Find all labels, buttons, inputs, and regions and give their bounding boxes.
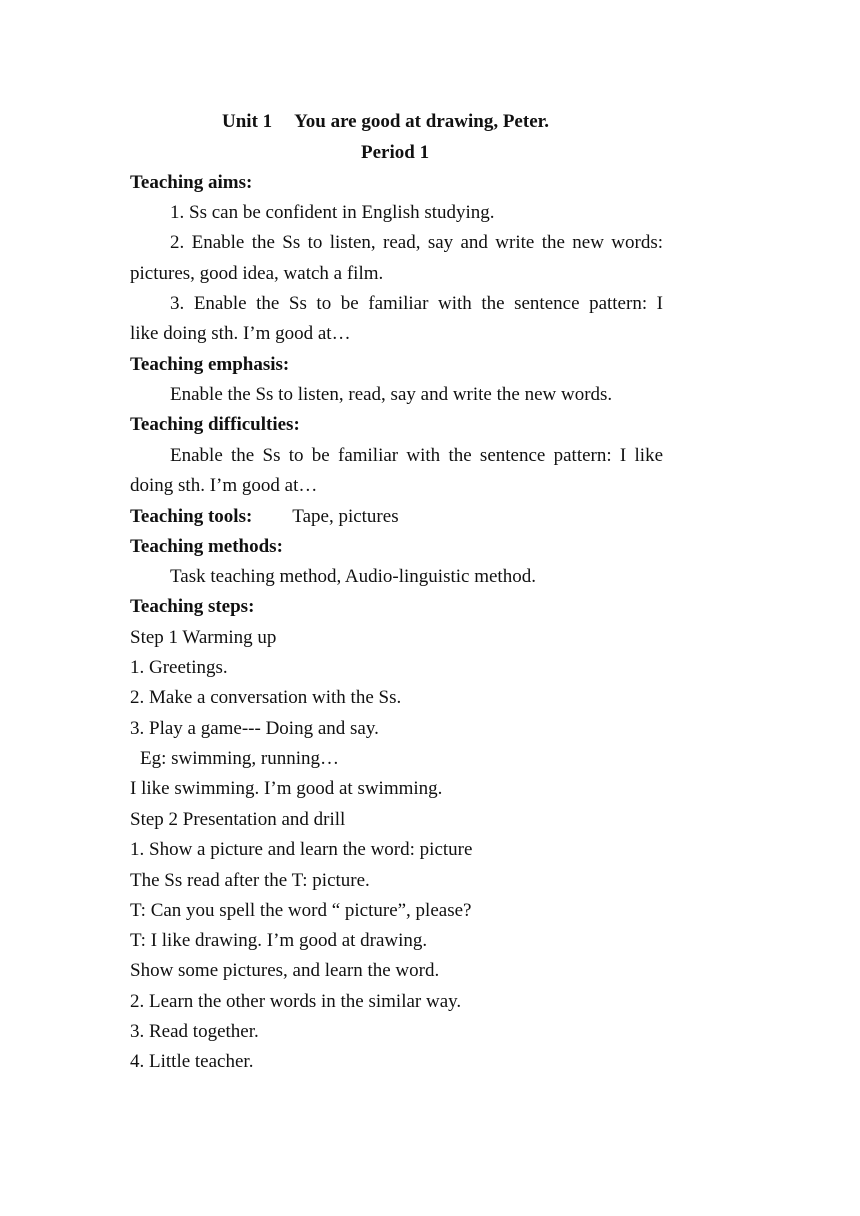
step-line: T: I like drawing. I’m good at drawing. — [130, 930, 428, 951]
step-line: Show some pictures, and learn the word. — [130, 960, 440, 981]
aim-item-1: 1. Ss can be confident in English studying. — [170, 202, 495, 223]
tools-heading: Teaching tools: — [130, 506, 253, 527]
aim-item-3-line-2: like doing sth. I’m good at… — [130, 323, 351, 344]
tools-row — [130, 505, 399, 529]
step-line: 4. Little teacher. — [130, 1051, 254, 1072]
document-title — [222, 110, 549, 134]
aim-item-3-line-1: 3. Enable the Ss to be familiar with the sentence pattern: I — [170, 293, 663, 314]
unit-name: You are good at drawing, Peter. — [294, 111, 550, 132]
tools-text: Tape, pictures — [292, 506, 399, 527]
step-line: 1. Greetings. — [130, 657, 228, 678]
methods-heading: Teaching methods: — [130, 536, 283, 557]
aim-item-2-line-2: pictures, good idea, watch a film. — [130, 263, 384, 284]
step-line: Eg: swimming, running… — [140, 748, 339, 769]
methods-text: Task teaching method, Audio-linguistic method. — [170, 566, 536, 587]
step-line: Step 2 Presentation and drill — [130, 809, 346, 830]
period-title: Period 1 — [361, 142, 430, 163]
steps-heading: Teaching steps: — [130, 596, 255, 617]
step-line: 2. Learn the other words in the similar way. — [130, 991, 462, 1012]
emphasis-heading: Teaching emphasis: — [130, 354, 290, 375]
step-line: 3. Read together. — [130, 1021, 259, 1042]
aims-heading: Teaching aims: — [130, 172, 253, 193]
step-line: 3. Play a game--- Doing and say. — [130, 718, 379, 739]
difficulties-text-line-2: doing sth. I’m good at… — [130, 475, 318, 496]
unit-number: Unit 1 — [222, 111, 273, 132]
difficulties-text-line-1: Enable the Ss to be familiar with the sentence pattern: I like — [170, 445, 663, 466]
step-line: 1. Show a picture and learn the word: picture — [130, 839, 473, 860]
aim-item-2-line-1: 2. Enable the Ss to listen, read, say and write the new words: — [170, 232, 663, 253]
emphasis-text: Enable the Ss to listen, read, say and write the new words. — [170, 384, 613, 405]
step-line: Step 1 Warming up — [130, 627, 277, 648]
step-line: The Ss read after the T: picture. — [130, 870, 370, 891]
step-line: 2. Make a conversation with the Ss. — [130, 687, 402, 708]
difficulties-heading: Teaching difficulties: — [130, 414, 300, 435]
step-line: T: Can you spell the word “ picture”, please? — [130, 900, 472, 921]
step-line: I like swimming. I’m good at swimming. — [130, 778, 443, 799]
